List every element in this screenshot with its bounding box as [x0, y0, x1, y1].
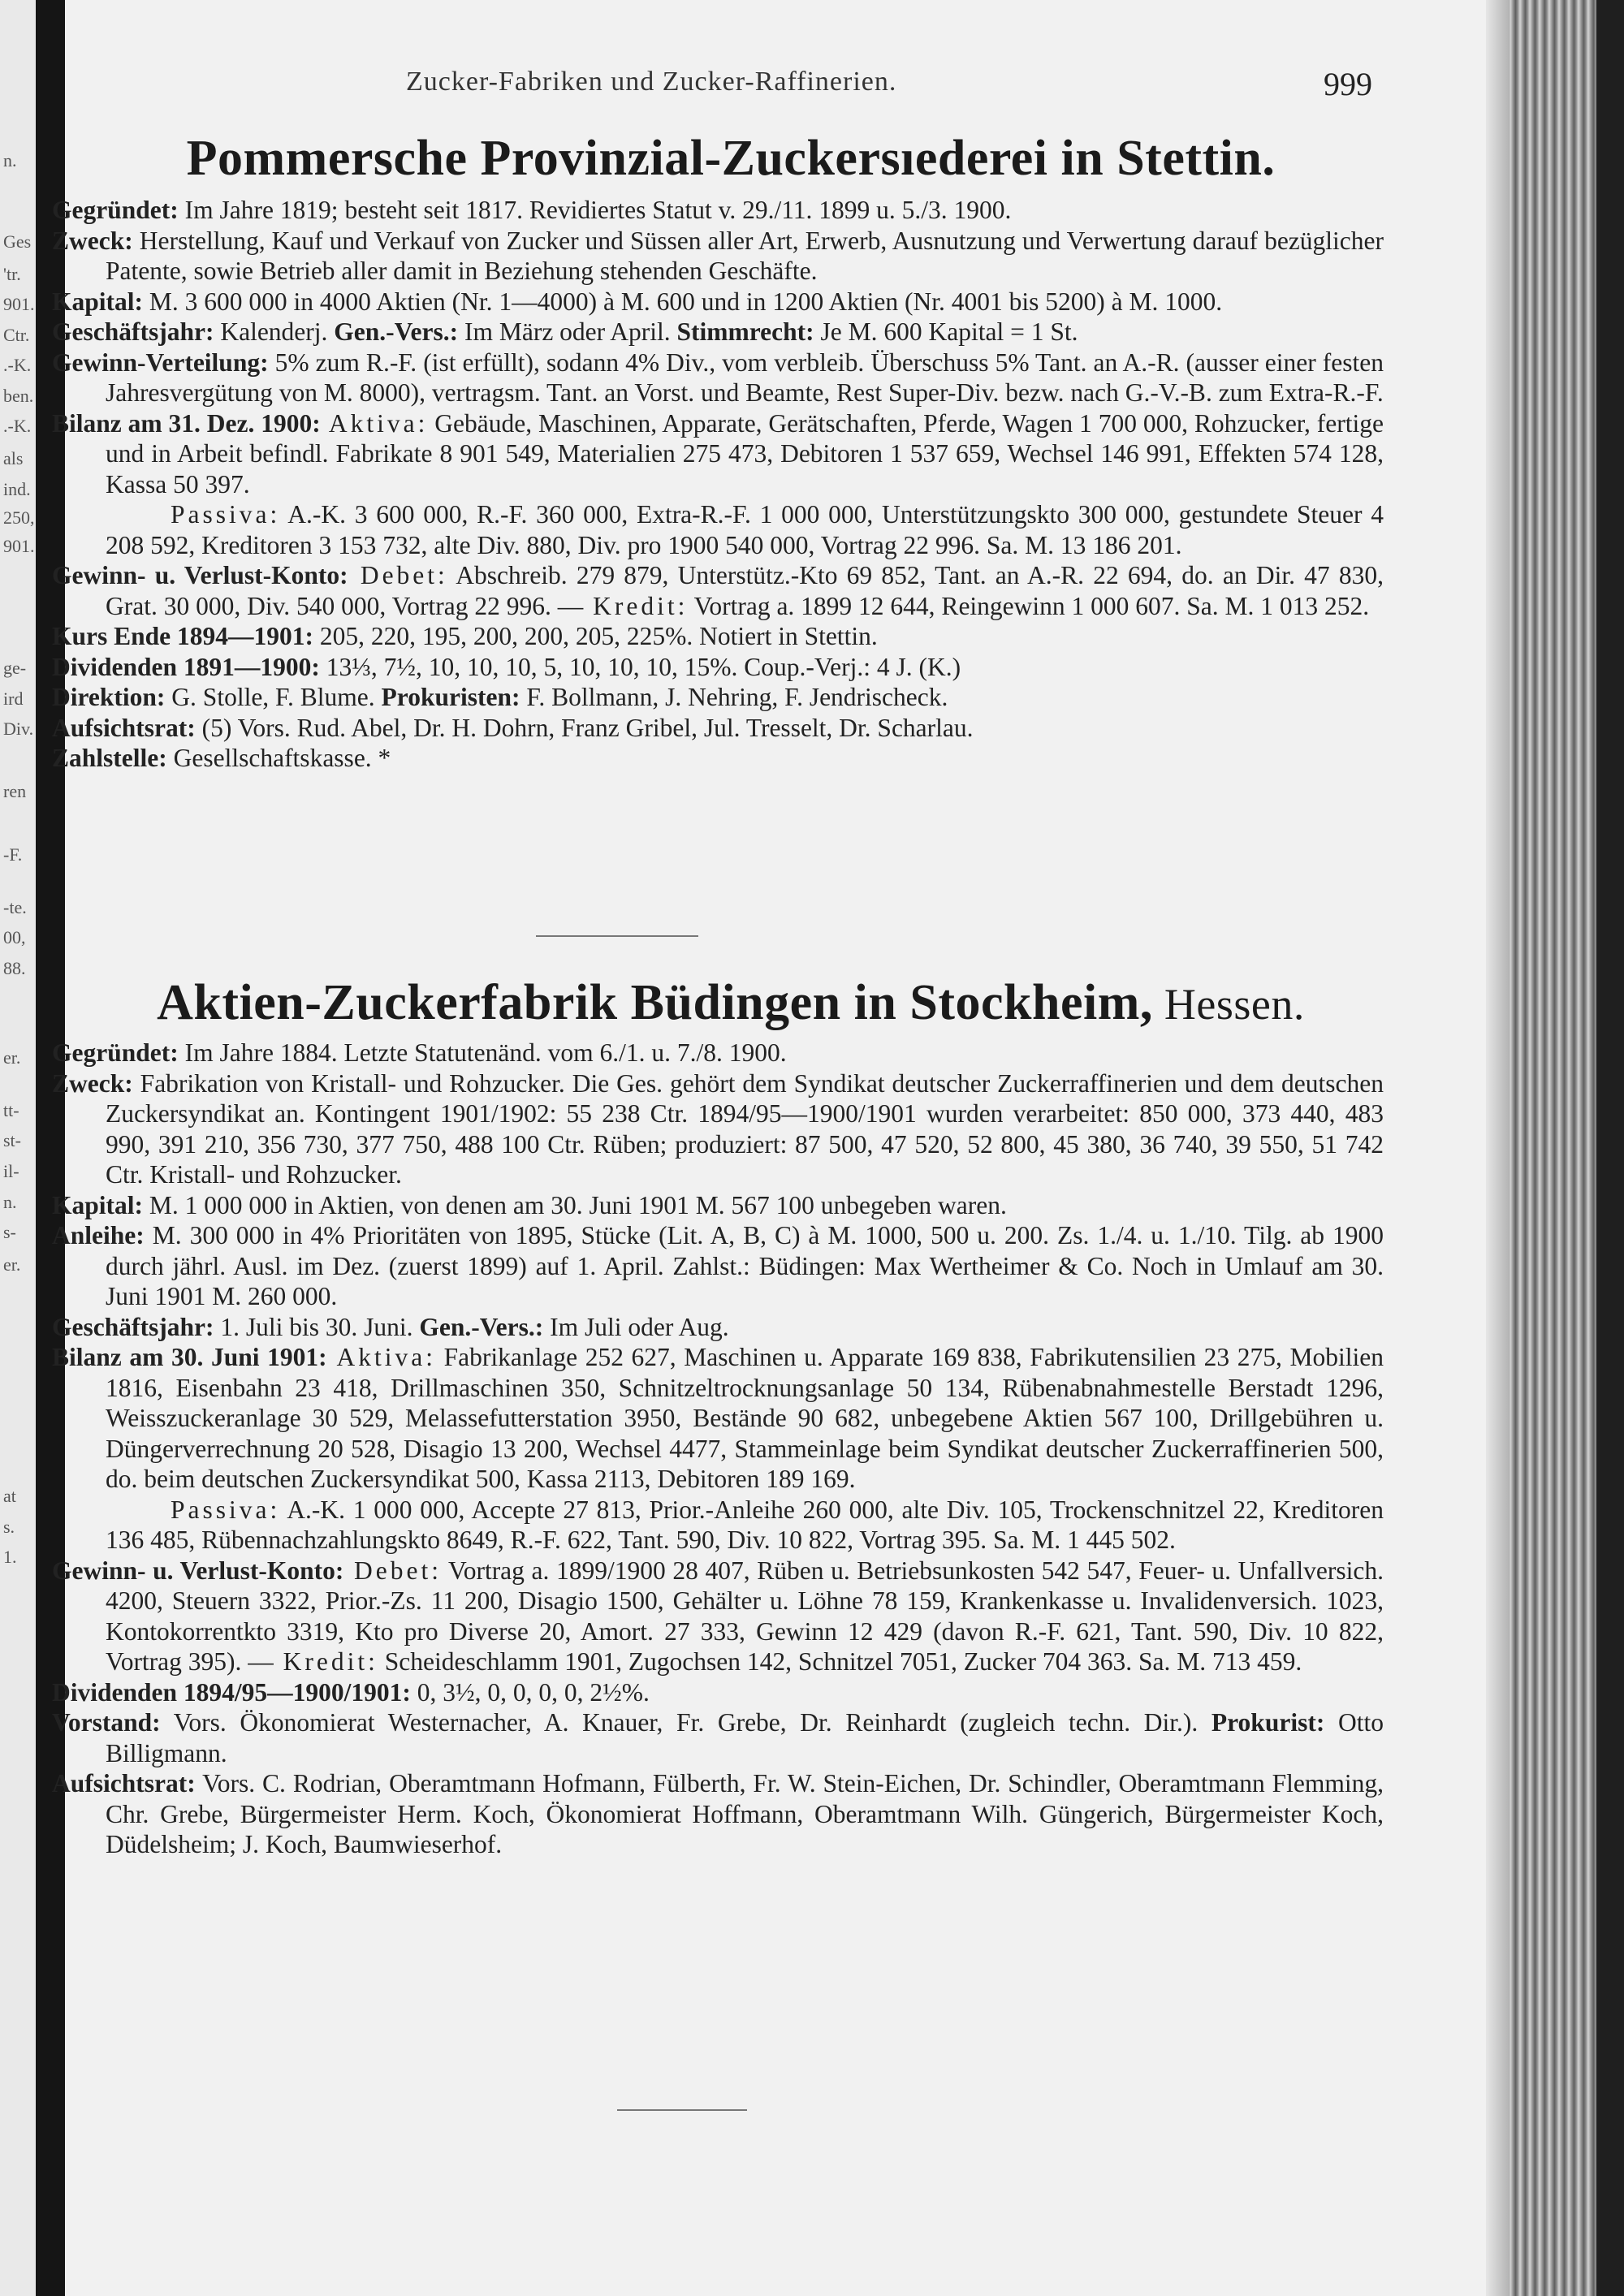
entry-text: Je M. 600 Kapital = 1 St. — [814, 317, 1078, 346]
company-entries — [52, 195, 1384, 774]
entry — [52, 682, 1384, 713]
entry — [52, 347, 1384, 408]
margin-fragment: il- — [3, 1161, 19, 1181]
entry-text: F. Bollmann, J. Nehring, F. Jendrischeck. — [520, 683, 948, 711]
entry-text: A.-K. 1 000 000, Accepte 27 813, Prior.-Anleihe 260 000, alte Div. 105, Trockenschnitzel 22, Kreditoren 136 485, Rübennachzahlungskto 8649, R.-F. 622, Tant. 590, Div. 10 822, Vortrag 395. Sa. M. 1 445 502. — [106, 1495, 1384, 1554]
entry-label: Geschäftsjahr: — [52, 317, 214, 346]
margin-fragment: als — [3, 448, 24, 468]
entry — [52, 1190, 1384, 1221]
entry-label: Prokurist: — [1211, 1708, 1325, 1737]
entry-label: Zahlstelle: — [52, 744, 167, 772]
entry — [52, 499, 1384, 560]
entry — [52, 652, 1384, 683]
page-edge-stack — [1486, 0, 1624, 2296]
entry — [52, 1556, 1384, 1677]
entry-label: Kurs Ende 1894—1901: — [52, 622, 314, 650]
entry-label: Stimmrecht: — [676, 317, 814, 346]
entry — [52, 1312, 1384, 1343]
entry-text: 5% zum R.-F. (ist erfüllt), sodann 4% Div., vom verbleib. Überschuss 5% Tant. an A.-R. (ausser einer festen Jahresvergütung von M. 8000), vertragsm. Tant. an Vorst. und Beamte, Rest Super-Div. bezw. nach G.-V.-B. zum Extra-R.-F. — [106, 347, 1384, 407]
entry-section-label: Aktiva: — [320, 408, 429, 438]
entry — [52, 1707, 1384, 1768]
entry-section-label: Kredit: — [273, 1647, 378, 1676]
entry-text: Vortrag a. 1899 12 644, Reingewinn 1 000 607. Sa. M. 1 013 252. — [688, 591, 1370, 620]
entry — [52, 226, 1384, 287]
entry-label: Kapital: — [52, 1190, 144, 1219]
margin-fragment: Ctr. — [3, 325, 30, 345]
page-edge-dark — [1596, 0, 1624, 2296]
entry-text: Otto Billigmann. — [106, 1708, 1384, 1767]
margin-fragment: Div. — [3, 719, 34, 739]
entry-label: Vorstand: — [52, 1708, 161, 1737]
entry — [52, 287, 1384, 317]
margin-fragment: ind. — [3, 479, 31, 499]
section-divider — [617, 2109, 747, 2111]
entry — [52, 408, 1384, 500]
entry-text: Herstellung, Kauf und Verkauf von Zucker und Süssen aller Art, Erwerb, Ausnutzung und Verwertung darauf bezüglicher Patente, sowie Betrieb aller damit in Beziehung stehenden Geschäfte. — [106, 226, 1384, 285]
entry — [52, 1495, 1384, 1556]
entry-label: Prokuristen: — [381, 683, 520, 711]
entry-text: Fabrikation von Kristall- und Rohzucker. Die Ges. gehört dem Syndikat deutscher Zuckerraffinerien und dem deutschen Zuckersyndikat an. Kontingent 1901/1902: 55 238 Ctr. 1894/95—1900/1901 wurden verarbeitet: 850 000, 373 440, 483 990, 391 210, 356 730, 377 750, 488 100 Ctr. Rüben; produziert: 87 500, 47 520, 52 800, 45 380, 36 740, 39 550, 51 742 Ctr. Kristall- und Rohzucker. — [106, 1068, 1384, 1189]
margin-fragment: 1. — [3, 1547, 17, 1567]
entry-text: 0, 3½, 0, 0, 0, 0, 2½%. — [410, 1677, 650, 1707]
entry-text: M. 1 000 000 in Aktien, von denen am 30. Juni 1901 M. 567 100 unbegeben waren. — [143, 1190, 1007, 1219]
entry-text: G. Stolle, F. Blume. — [165, 683, 382, 711]
entry-section-label: Debet: — [348, 561, 448, 589]
entry — [52, 621, 1384, 652]
company-title-text: Pommersche Provinzial-Zuckersıederei in Stettin. — [186, 131, 1276, 186]
entry — [52, 560, 1384, 621]
entry-text: M. 300 000 in 4% Prioritäten von 1895, Stücke (Lit. A, B, C) à M. 1000, 500 u. 200. Zs. 1./4. u. 1./10. Tilg. ab 1900 durch jährl. Ausl. im Dez. (zuerst 1899) auf 1. April. Zahlst.: Büdingen: Max Wertheimer & Co. Noch in Umlauf am 30. Juni 1901 M. 260 000. — [106, 1221, 1384, 1310]
margin-fragment: ge- — [3, 658, 27, 678]
margin-fragment: st- — [3, 1130, 21, 1150]
entry-label: Zweck: — [52, 1068, 133, 1098]
entry-text: Vortrag a. 1899/1900 28 407, Rüben u. Betriebsunkosten 542 547, Feuer- u. Unfallversich. 4200, Steuern 3322, Prior.-Zs. 11 200, Disagio 1500, Gehälter u. Löhne 78 159, Krankenkasse u. Invalidenversich. 1023, Kontokorrentkto 3319, Kto pro Diverse 20, Amort. 27 333, Gewinn 12 429 (davon R.-F. 621, Tant. 590, Div. 10 822, Vortrag 395). — — [106, 1556, 1384, 1676]
entry-label: Gen.-Vers.: — [334, 317, 459, 346]
entry-section-label: Passiva: — [171, 1495, 281, 1524]
margin-fragment: tt- — [3, 1100, 19, 1120]
margin-fragment: s. — [3, 1517, 15, 1537]
margin-fragment: ben. — [3, 386, 34, 406]
entry-label: Gegründet: — [52, 196, 179, 224]
entry-text: Fabrikanlage 252 627, Maschinen u. Apparate 169 838, Fabrikutensilien 23 275, Mobilien 1816, Eisenbahn 23 418, Drillmaschinen 350, Schnitzeltrocknungsanlage 50 134, Rübenabnahmestelle Berstadt 1296, Weisszuckeranlage 30 529, Melassefutterstation 3950, Bestände 90 682, unbegebene Aktien 567 100, Drillgebühren u. Düngerverrechnung 20 528, Disagio 13 200, Wechsel 4477, Stammeinlage beim Syndikat deutscher Zuckerraffinerien 500, do. beim deutschen Zuckersyndikat 500, Kassa 2113, Debitoren 189 169. — [106, 1343, 1384, 1493]
page-edge-highlight — [1486, 0, 1509, 2296]
entry-text: M. 3 600 000 in 4000 Aktien (Nr. 1—4000) à M. 600 und in 1200 Aktien (Nr. 4001 bis 5200) à M. 1000. — [143, 287, 1223, 316]
margin-fragment: er. — [3, 1254, 21, 1275]
entry — [52, 1220, 1384, 1312]
company-title — [81, 974, 1380, 1032]
entry-label: Gewinn- u. Verlust-Konto: — [52, 1556, 344, 1585]
margin-fragment: .-K. — [3, 355, 32, 375]
entry-section-label: Passiva: — [171, 500, 281, 529]
margin-fragment: .-K. — [3, 416, 32, 436]
entry-label: Direktion: — [52, 683, 166, 711]
entry — [52, 317, 1384, 347]
entry-text: Im Jahre 1819; besteht seit 1817. Revidiertes Statut v. 29./11. 1899 u. 5./3. 1900. — [178, 196, 1012, 224]
entry-text: Vors. C. Rodrian, Oberamtmann Hofmann, Fülberth, Fr. W. Stein-Eichen, Dr. Schindler, Oberamtmann Flemming, Chr. Grebe, Bürgermeister Herm. Koch, Ökonomierat Hoffmann, Oberamtmann Wilh. Güngerich, Bürgermeister Koch, Düdelsheim; J. Koch, Baumwieserhof. — [106, 1769, 1384, 1858]
entry — [52, 1038, 1384, 1068]
company-entries — [52, 1038, 1384, 1860]
entry-text: (5) Vors. Rud. Abel, Dr. H. Dohrn, Franz Gribel, Jul. Tresselt, Dr. Scharlau. — [195, 713, 974, 742]
entry-label: Anleihe: — [52, 1221, 145, 1249]
entry-section-label: Aktiva: — [326, 1343, 437, 1371]
entry-section-label: Kredit: — [583, 591, 689, 620]
entry-text: Im Jahre 1884. Letzte Statutenänd. vom 6./1. u. 7./8. 1900. — [178, 1038, 787, 1067]
margin-fragment: 250, — [3, 507, 35, 528]
entry-label: Gegründet: — [52, 1038, 179, 1067]
margin-fragment: ren — [3, 781, 27, 801]
entry-text: Gebäude, Maschinen, Apparate, Gerätschaften, Pferde, Wagen 1 700 000, Rohzucker, fertige und in Arbeit befindl. Fabrikate 8 901 549, Materialien 275 473, Debitoren 1 537 659, Wechsel 146 991, Effekten 574 128, Kassa 50 397. — [106, 408, 1384, 498]
entry-text: Scheideschlamm 1901, Zugochsen 142, Schnitzel 7051, Zucker 704 363. Sa. M. 713 459. — [378, 1647, 1302, 1676]
margin-fragment: n. — [3, 1192, 17, 1212]
entry-text: 205, 220, 195, 200, 200, 205, 225%. Notiert in Stettin. — [313, 622, 878, 650]
entry — [52, 713, 1384, 744]
margin-fragment: ird — [3, 688, 24, 709]
margin-fragment: -te. — [3, 897, 27, 917]
previous-page-margin-fragments — [0, 0, 36, 2296]
entry-label: Dividenden 1891—1900: — [52, 652, 320, 681]
entry-label: Dividenden 1894/95—1900/1901: — [52, 1677, 411, 1707]
margin-fragment: -F. — [3, 844, 23, 865]
running-head: Zucker-Fabriken und Zucker-Raffinerien. — [406, 67, 897, 97]
margin-fragment: s- — [3, 1222, 16, 1242]
entry-text: 1. Juli bis 30. Juni. — [214, 1312, 420, 1341]
entry-label: Gewinn- u. Verlust-Konto: — [52, 561, 348, 589]
entry — [52, 1768, 1384, 1860]
section-divider — [536, 935, 698, 937]
company-title-suffix: Hessen. — [1152, 980, 1305, 1029]
entry-label: Geschäftsjahr: — [52, 1312, 214, 1341]
company-title — [81, 130, 1380, 188]
margin-fragment: 901. — [3, 536, 35, 556]
entry-label: Bilanz am 31. Dez. 1900: — [52, 408, 321, 438]
entry-label: Bilanz am 30. Juni 1901: — [52, 1343, 327, 1371]
entry-text: Im März oder April. — [458, 317, 677, 346]
entry-text: Im Juli oder Aug. — [543, 1312, 729, 1341]
entry-label: Zweck: — [52, 226, 133, 255]
entry-text: Gesellschaftskasse. * — [166, 744, 391, 772]
entry — [52, 195, 1384, 226]
document-page — [52, 0, 1384, 2296]
margin-fragment: at — [3, 1486, 16, 1506]
entry-text: Abschreib. 279 879, Unterstütz.-Kto 69 852, Tant. an A.-R. 22 694, do. an Dir. 47 830, Grat. 30 000, Div. 540 000, Vortrag 22 996. — — [106, 561, 1384, 620]
entry — [52, 1342, 1384, 1495]
entry-label: Gewinn-Verteilung: — [52, 347, 269, 377]
company-title-text: Aktien-Zuckerfabrik Büdingen in Stockheim, — [157, 975, 1153, 1030]
entry-label: Gen.-Vers.: — [419, 1312, 544, 1341]
entry-text: 13⅓, 7½, 10, 10, 10, 5, 10, 10, 10, 15%. Coup.-Verj.: 4 J. (K.) — [319, 652, 961, 681]
margin-fragment: n. — [3, 150, 17, 170]
entry-label: Aufsichtsrat: — [52, 713, 196, 742]
entry-label: Aufsichtsrat: — [52, 1769, 196, 1798]
page-number: 999 — [1324, 66, 1372, 102]
entry-text: Kalenderj. — [214, 317, 335, 346]
entry — [52, 743, 1384, 774]
margin-fragment: Ges — [3, 231, 32, 252]
entry-section-label: Debet: — [343, 1556, 442, 1585]
margin-fragment: 'tr. — [3, 264, 21, 284]
entry — [52, 1677, 1384, 1708]
entry-label: Kapital: — [52, 287, 144, 316]
entry-text: A.-K. 3 600 000, R.-F. 360 000, Extra-R.-F. 1 000 000, Unterstützungskto 300 000, gestundete Steuer 4 208 592, Kreditoren 3 153 732, alte Div. 880, Div. pro 1900 540 000, Vortrag 22 996. Sa. M. 13 186 201. — [106, 500, 1384, 559]
entry-text: Vors. Ökonomierat Westernacher, A. Knauer, Fr. Grebe, Dr. Reinhardt (zugleich techn. Dir.). — [160, 1708, 1212, 1737]
margin-fragment: 88. — [3, 958, 26, 978]
entry — [52, 1068, 1384, 1190]
margin-fragment: er. — [3, 1047, 21, 1068]
margin-fragment: 901. — [3, 294, 35, 314]
margin-fragment: 00, — [3, 927, 26, 947]
